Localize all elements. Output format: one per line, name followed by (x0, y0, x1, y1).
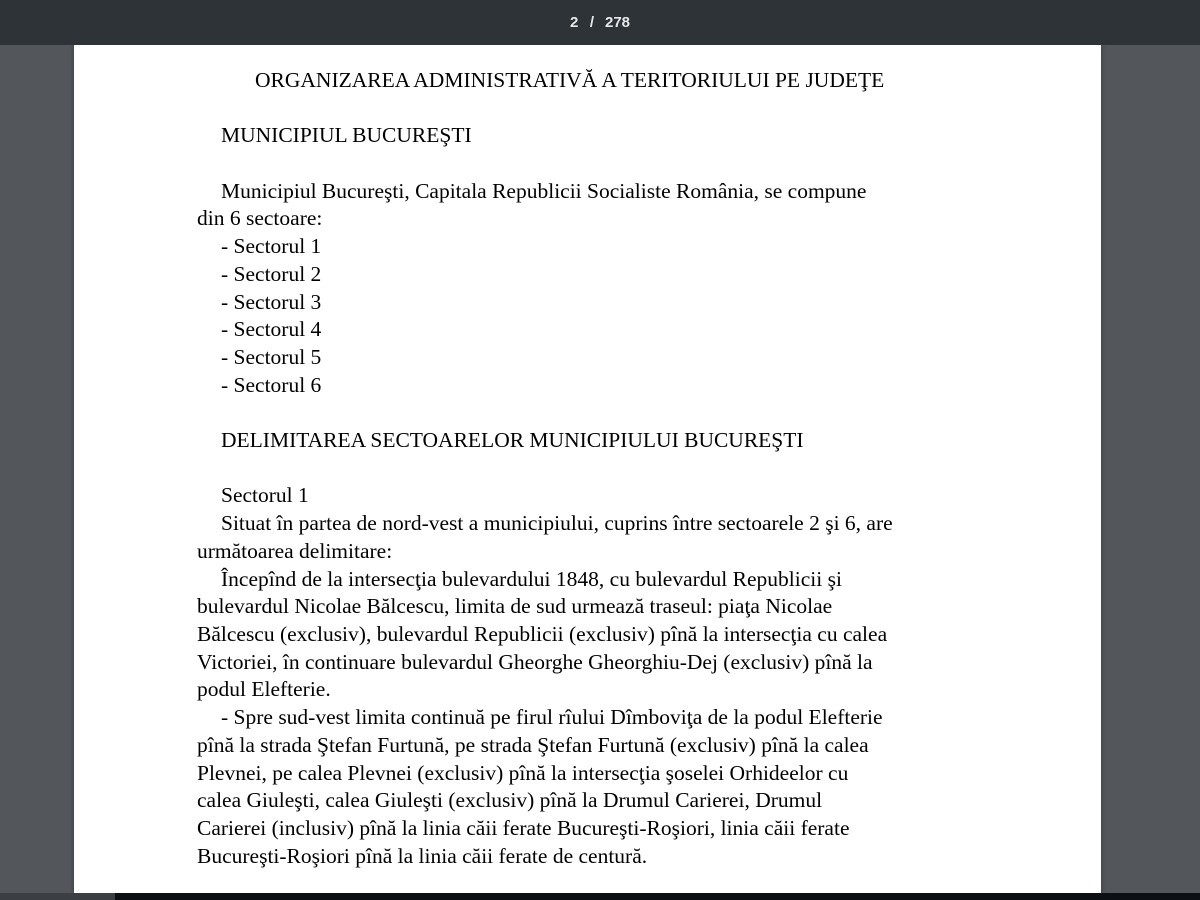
paragraph-line: Victoriei, în continuare bulevardul Gheorghe Gheorghiu-Dej (exclusiv) pînă la (197, 649, 873, 674)
paragraph-incepind (197, 566, 979, 705)
total-pages-label: 278 (604, 14, 631, 31)
current-page-field[interactable]: 2 (569, 14, 579, 31)
paragraph-line: Plevnei, pe calea Plevnei (exclusiv) pînă la intersecţia şoselei Orhideelor cu (197, 760, 849, 785)
paragraph-line: Carierei (inclusiv) pînă la linia căii ferate Bucureşti-Roşiori, linia căii ferate (197, 815, 850, 840)
paragraph-line: Bucureşti-Roşiori pînă la linia căii ferate de centură. (197, 843, 648, 868)
paragraph-line: - Spre sud-vest limita continuă pe firul rîului Dîmboviţa de la podul Elefterie (221, 705, 883, 730)
sector-list-item: - Sectorul 1 (221, 234, 322, 259)
bottom-bar (0, 893, 1200, 900)
section-heading-delimitarea: DELIMITAREA SECTOARELOR MUNICIPIULUI BUCUREŞTI (221, 428, 804, 453)
intro-line: din 6 sectoare: (197, 206, 323, 231)
sector-list (197, 233, 979, 399)
paragraph-spre (197, 704, 979, 870)
sector-list-item: - Sectorul 2 (221, 261, 322, 286)
pdf-toolbar (0, 0, 1200, 45)
paragraph-line: Începînd de la intersecţia bulevardului 1848, cu bulevardul Republicii şi (221, 566, 842, 591)
sector-list-item: - Sectorul 4 (221, 317, 322, 342)
paragraph-line: bulevardul Nicolae Bălcescu, limita de sud urmează traseul: piaţa Nicolae (197, 594, 833, 619)
paragraph-line: Bălcescu (exclusiv), bulevardul Republicii (exclusiv) pînă la intersecţia cu calea (197, 622, 888, 646)
paragraph-line: pînă la strada Ştefan Furtună, pe strada Ştefan Furtună (exclusiv) pînă la calea (197, 732, 869, 757)
sector-list-item: - Sectorul 3 (221, 289, 322, 314)
page-indicator (570, 14, 630, 31)
paragraph-line: următoarea delimitare: (197, 538, 393, 563)
sector-list-item: - Sectorul 6 (221, 372, 322, 397)
document-title: ORGANIZAREA ADMINISTRATIVĂ A TERITORIULUI PE JUDEŢE (255, 68, 885, 92)
page-content (74, 45, 979, 870)
paragraph-line: podul Elefterie. (197, 677, 331, 702)
paragraph-line: Situat în partea de nord-vest a municipiului, cuprins între sectoarele 2 şi 6, are (221, 511, 893, 536)
pdf-page (74, 45, 1101, 893)
bottom-bar-left-segment (0, 893, 115, 900)
sector1-heading: Sectorul 1 (221, 483, 309, 508)
paragraph-line: calea Giuleşti, calea Giuleşti (exclusiv) pînă la Drumul Carierei, Drumul (197, 788, 823, 813)
page-separator: / (589, 14, 594, 31)
document-viewport[interactable] (0, 45, 1200, 893)
paragraph-situat (197, 510, 979, 565)
sector-list-item: - Sectorul 5 (221, 345, 322, 369)
section-heading-municipiul: MUNICIPIUL BUCUREŞTI (221, 123, 472, 148)
intro-line: Municipiul Bucureşti, Capitala Republicii Socialiste România, se compune (221, 178, 867, 203)
